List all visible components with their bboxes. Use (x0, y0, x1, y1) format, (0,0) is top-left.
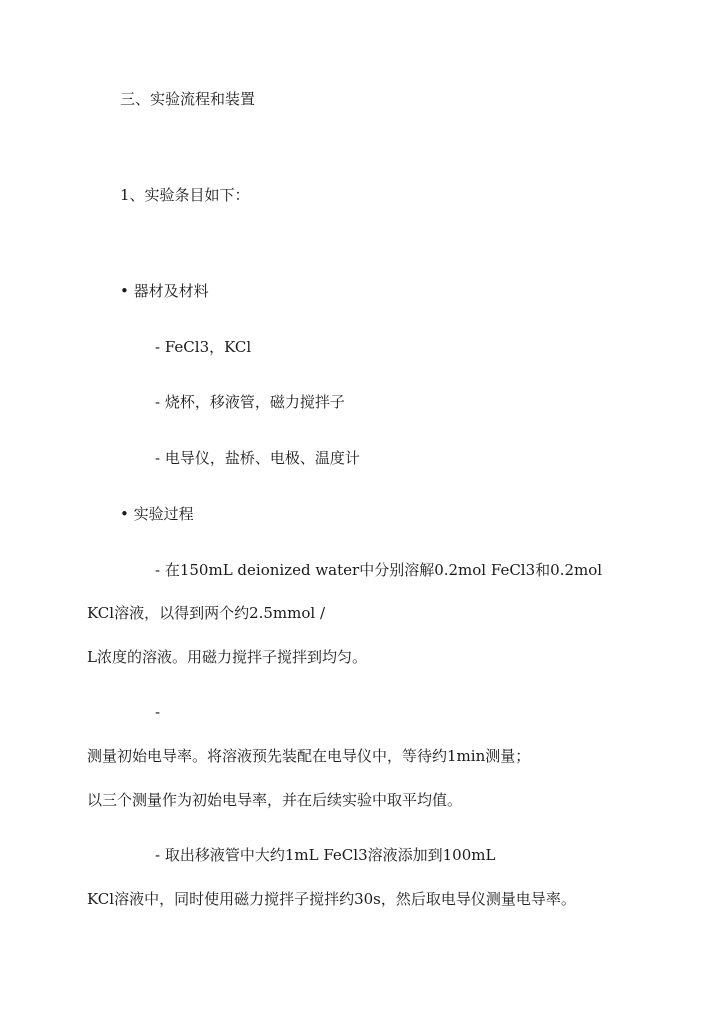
materials-item: - 烧杯，移液管，磁力搅拌子 (155, 393, 345, 411)
materials-item: - FeCl3，KCl (155, 338, 252, 356)
procedure-step1-line3: L浓度的溶液。用磁力搅拌子搅拌到均匀。 (87, 648, 367, 666)
procedure-step1-line1: - 在150mL deionized water中分别溶解0.2mol FeCl3和0.2mol (155, 561, 603, 579)
procedure-step3-line2: KCl溶液中，同时使用磁力搅拌子搅拌约30s，然后取电导仪测量电导率。 (87, 890, 576, 908)
materials-heading: • 器材及材料 (120, 282, 209, 300)
materials-item: - 电导仪，盐桥、电极、温度计 (155, 449, 360, 467)
procedure-step2-dash: - (155, 703, 161, 721)
procedure-step1-line2: KCl溶液，以得到两个约2.5mmol / (87, 604, 326, 622)
procedure-step3-line1: - 取出移液管中大约1mL FeCl3溶液添加到100mL (155, 846, 496, 864)
procedure-step2-line1: 测量初始电导率。将溶液预先装配在电导仪中，等待约1min测量； (87, 747, 531, 765)
section-title: 三、实验流程和装置 (120, 90, 256, 108)
subsection-title: 1、实验条目如下： (120, 186, 250, 204)
procedure-heading: • 实验过程 (120, 505, 194, 523)
procedure-step2-line2: 以三个测量作为初始电导率，并在后续实验中取平均值。 (87, 791, 463, 809)
